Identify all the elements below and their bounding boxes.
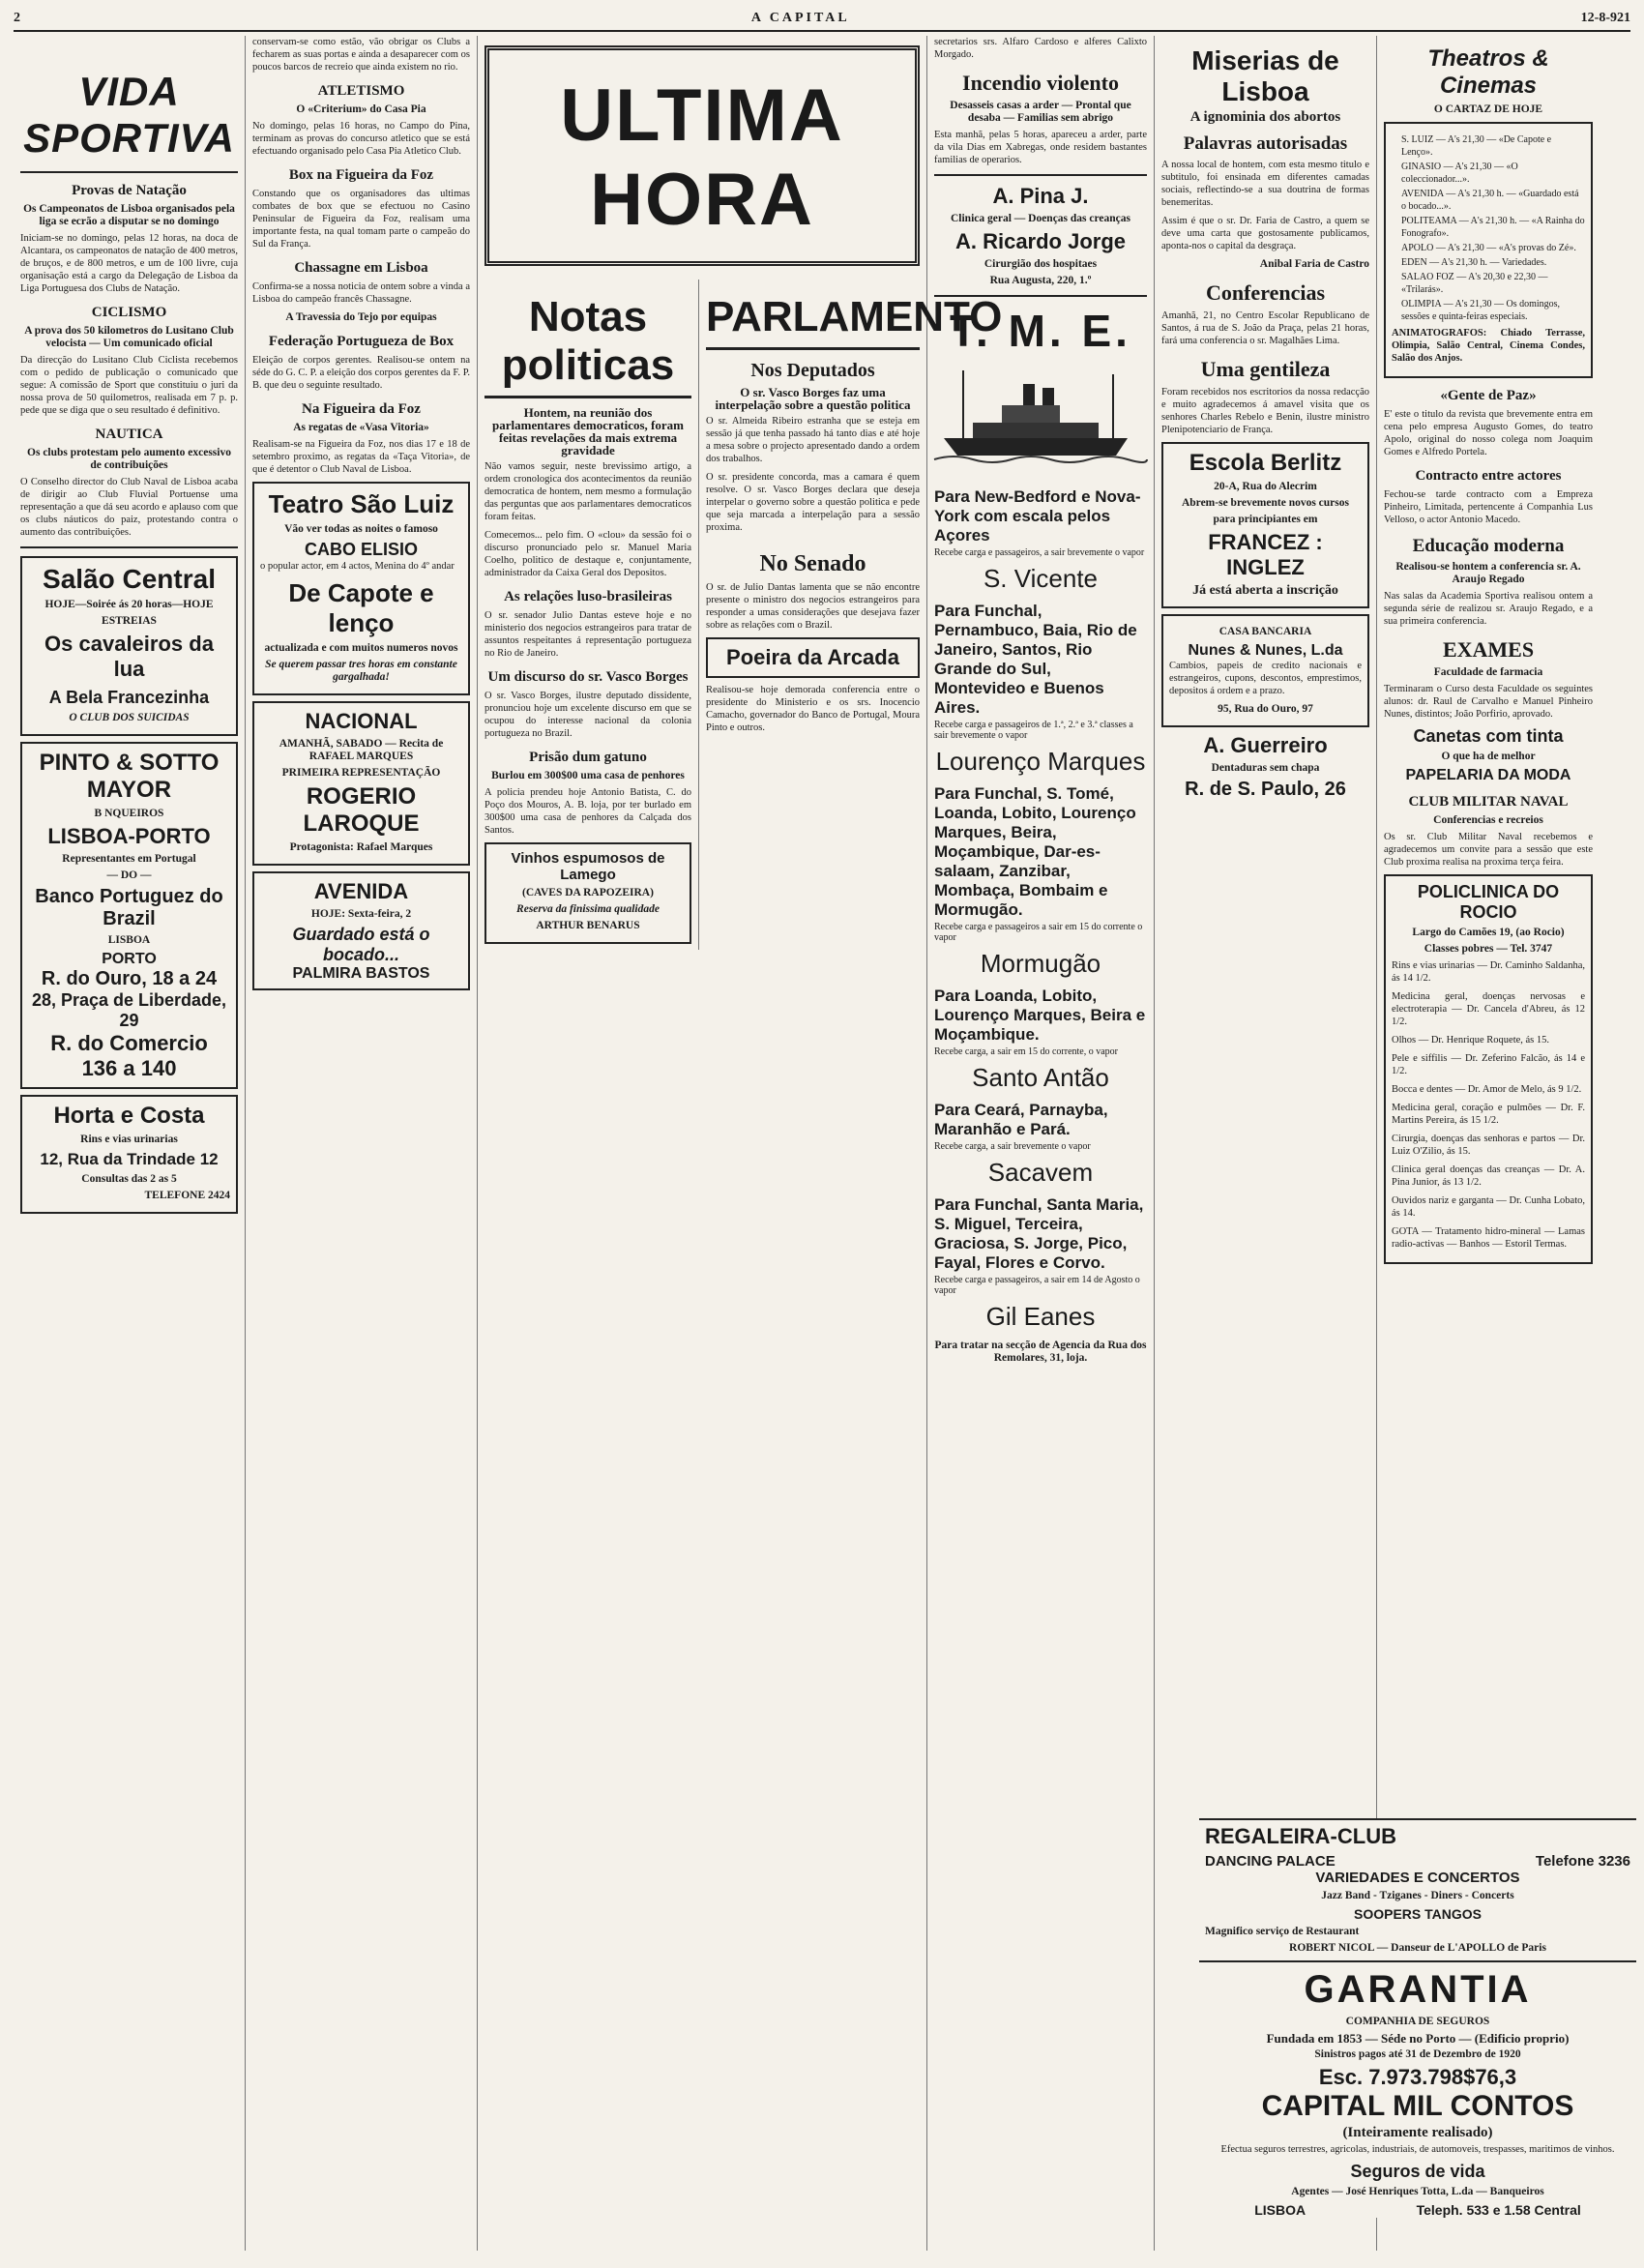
ship-2-name: Lourenço Marques [935, 747, 1146, 776]
ad-teatro-sao-luiz [252, 482, 470, 695]
ship-5-name: Sacavem [987, 1158, 1094, 1187]
listing-item: AVENIDA — A's 21,30 h. — «Guardado está o bocado...». [1401, 189, 1579, 212]
horta-phone: TELEFONE 2424 [144, 1190, 230, 1201]
listing-item: POLITEAMA — A's 21,30 h. — «A Rainha do Fonografo». [1401, 216, 1585, 239]
miserias-title: Miserias de Lisboa [1191, 45, 1339, 106]
listing-item: S. LUIZ — A's 21,30 — «De Capote e Lenço». [1401, 134, 1552, 158]
nacional-first: PRIMEIRA REPRESENTAÇÃO [281, 767, 441, 779]
ciclismo-body: Da direcção do Lusitano Club Ciclista recebemos com o pedido de publicação o comunicado que segue: A comissão de Sport que constituiu o juri da nossa prova de 50 quilometros, realisada em 7 p. p. pede que se diga que o seu resultado é definitivo. [20, 355, 238, 416]
pina-sub: Clinica geral — Doenças das creanças [950, 213, 1130, 224]
vinhos-title: Vinhos espumosos de Lamego [511, 850, 665, 883]
ad-escola-berlitz [1161, 442, 1369, 608]
listing-item: SALAO FOZ — A's 20,30 e 22,30 — «Trilarás». [1401, 272, 1548, 295]
ship-icon [934, 363, 1147, 469]
figueira-subtitle: As regatas de «Vasa Vitoria» [293, 422, 429, 433]
federacao-body: Eleição de corpos gerentes. Realisou-se ontem na séde do G. C. P. a eleição dos corpos gerentes da F. P. B. que deu o seguinte resultado. [252, 355, 470, 391]
palavras-body-2: Assim é que o sr. Dr. Faria de Castro, a quem se deve uma carta que gostosamente publicamos, aponta-nos o capital da desgraça. [1161, 216, 1369, 251]
cartaz-title: O CARTAZ DE HOJE [1433, 103, 1543, 115]
miserias-subtitle: A ignominia dos abortos [1189, 109, 1341, 125]
ricardo-sub: Cirurgião dos hospitaes [983, 258, 1098, 270]
salao-film-2: A Bela Francezinha [48, 688, 210, 707]
pinto-lisboa: LISBOA [107, 934, 151, 946]
vida-agents: Agentes — José Henriques Totta, L.da — Banqueiros [1291, 2186, 1544, 2197]
garantia-amount: Esc. 7.973.798$76,3 [1318, 2065, 1517, 2089]
vida-phone: Teleph. 533 e 1.58 Central [1416, 2202, 1581, 2218]
canetas-title: Canetas com tinta [1413, 726, 1564, 746]
route-3: Para Funchal, S. Tomé, Loanda, Lobito, Lourenço Marques, Beira, Moçambique, Dar-es-salaam, Zanzibar, Mombaça, Bombaim e Mormugão. [934, 784, 1136, 919]
teatro-star: CABO ELISIO [304, 540, 418, 559]
figueira-title: Na Figueira da Foz [302, 401, 421, 417]
palavras-body: A nossa local de hontem, com esta mesmo titulo e subtitulo, foi ensinada em diferentes camadas sociais, reflectindo-se a sua doutrina de formas benemeritas. [1161, 160, 1369, 208]
teatro-note: actualizada e com muitos numeros novos [264, 642, 458, 654]
col5-body-1: secretarios srs. Alfaro Cardoso e alferes Calixto Morgado. [934, 37, 1147, 60]
bottom-ads [1199, 1818, 1636, 2218]
divider [934, 174, 1147, 176]
conferencias-body: Amanhã, 21, no Centro Escolar Republicano de Santos, á rua de S. João da Praça, pelas 21 horas, fará uma conferencia o sr. Magalhães Lima. [1161, 310, 1369, 346]
ad-vinhos-lamego [484, 842, 691, 944]
deputados-body-1: O sr. Almeida Ribeiro estranha que se esteja em sessão já que tenha passado há tanto dias e até hoje a mesa sobre o projecto apresentado dando a ordem dos trabalhos. [706, 416, 920, 464]
page-date: 12-8-921 [1580, 11, 1630, 25]
garantia-sinistros: Sinistros pagos até 31 de Dezembro de 1920 [1314, 2048, 1521, 2060]
bancaria-body: Cambios, papeis de credito nacionais e estrangeiros, cupons, descontos, emprestimos, depositos á ordem e a prazo. [1169, 661, 1362, 696]
pinto-title: PINTO & SOTTO MAYOR [39, 750, 220, 803]
berlitz-addr: 20-A, Rua do Alecrim [1214, 481, 1317, 492]
listing-item: EDEN — A's 21,30 h. — Variedades. [1401, 257, 1547, 268]
pinto-bank: Banco Portuguez do Brazil [35, 886, 223, 929]
column-notas-politicas [478, 280, 699, 950]
robert-nicol: ROBERT NICOL — Danseur de L'APOLLO de Paris [1289, 1942, 1546, 1954]
garantia-founded: Fundada em 1853 — Séde no Porto — (Edificio proprio) [1266, 2031, 1570, 2046]
senado-body: O sr. de Julio Dantas lamenta que se não encontre presente o ministro dos negocios estrangeiros para responder a umas considerações que desejava fazer sobre as relações com o Brazil. [706, 582, 920, 631]
pinto-city: LISBOA-PORTO [47, 824, 211, 848]
policlinica-item: Cirurgia, doenças das senhoras e partos — Dr. Luiz O'Zilio, ás 15. [1392, 1134, 1585, 1157]
bancaria-title: CASA BANCARIA [1218, 626, 1312, 637]
garantia-paid: (Inteiramente realisado) [1342, 2125, 1493, 2140]
conferencias-title: Conferencias [1205, 280, 1326, 305]
pinto-addr-1: R. do Ouro, 18 a 24 [41, 968, 218, 989]
ship-1-name: S. Vicente [983, 564, 1099, 593]
horta-hours: Consultas das 2 as 5 [81, 1173, 177, 1185]
pinto-rep: Representantes em Portugal [62, 853, 196, 865]
nacional-star: ROGERIO LAROQUE [303, 783, 420, 837]
ad-nacional [252, 701, 470, 866]
paper-name: A CAPITAL [750, 11, 850, 25]
avenida-title: AVENIDA [313, 879, 409, 903]
teatro-play: De Capote e lenço [288, 578, 434, 637]
pinto-porto: PORTO [102, 951, 157, 967]
policlinica-title: POLICLINICA DO ROCIO [1417, 882, 1560, 922]
ultima-hora-block [478, 36, 1003, 2251]
clube-subtitle: Conferencias e recreios [1433, 814, 1543, 826]
dancing-row [1199, 1853, 1636, 1870]
natacao-subtitle: Os Campeonatos de Lisboa organisados pela liga se ecrão a disputar se no domingo [23, 203, 235, 227]
listing-item: GINASIO — A's 21,30 — «O coleccionador...». [1401, 162, 1518, 185]
soopers: SOOPERS TANGOS [1354, 1906, 1482, 1922]
educacao-subtitle: Realisou-se hontem a conferencia sr. A. Araujo Regado [1395, 561, 1581, 585]
federacao-title: Federação Portugueza de Box [268, 334, 455, 349]
garantia-capital: CAPITAL MIL CONTOS [1261, 2090, 1574, 2122]
column-shipping [927, 36, 1155, 2251]
salao-title: Salão Central [43, 564, 216, 594]
ricardo-title: A. Ricardo Jorge [954, 229, 1127, 253]
horta-addr: 12, Rua da Trindade 12 [40, 1150, 219, 1168]
poeira-title: Poeira da Arcada [726, 645, 899, 669]
prisao-title: Prisão dum gatuno [529, 750, 647, 765]
route-1: Para New-Bedford e Nova-York com escala pelos Açores [934, 487, 1141, 545]
ad-casa-bancaria [1161, 614, 1369, 727]
column-vida-sportiva [14, 36, 246, 2251]
route-4: Para Loanda, Lobito, Lourenço Marques, Beira e Moçambique. [934, 987, 1146, 1044]
signature: Anibal Faria de Castro [1259, 258, 1369, 270]
route-4-info: Recebe carga, a sair em 15 do corrente, o vapor [934, 1046, 1119, 1057]
notas-body-1: Não vamos seguir, neste brevissimo artigo, a ordem cronologica dos acontecimentos da reunião democratica de hontem, nem mesmo a formulação das perguntas que aos parlamentares democraticos foram feitas. [484, 461, 691, 522]
atletismo-body: No domingo, pelas 16 horas, no Campo do Pina, terminam as provas do concurso atletico que se está efectuando organisado pelo Casa Pia Atletico Club. [252, 121, 470, 157]
contracto-body: Fechou-se tarde contracto com a Empreza Pinheiro, Limitada, pertencente á Companhia Lus Velloso, o actor Antonio Macedo. [1384, 489, 1593, 525]
berlitz-line-1: Abrem-se brevemente novos cursos [1181, 497, 1349, 509]
figueira-body: Realisam-se na Figueira da Foz, nos dias 17 e 18 de setembro proximo, as regatas da «Taça Vitoria», de que é detentor o Club Naval de Lisboa. [252, 439, 470, 475]
berlitz-line-2: para principiantes em [1213, 514, 1318, 525]
vida-title: Seguros de vida [1350, 2162, 1485, 2181]
prisao-body: A policia prendeu hoje Antonio Batista, C. do Poço dos Mouros, A. B. loja, por ter burlado em 300$00 uma casa de penhores da Calçada dos Santos. [484, 787, 691, 836]
variedades: VARIEDADES E CONCERTOS [1315, 1870, 1520, 1886]
berlitz-title: Escola Berlitz [1189, 450, 1342, 476]
chassagne-body: Confirma-se a nossa noticia de ontem sobre a vinda a Lisboa do campeão francês Chassagne. [252, 281, 470, 305]
ad-garantia [1199, 1960, 1636, 2218]
discurso-body: O sr. Vasco Borges, ilustre deputado dissidente, pronunciou hoje um excelente discurso em que se ocupou do interesse nacional da colonia portugueza no Brazil. [484, 691, 691, 739]
atletismo-subtitle: O «Criterium» do Casa Pia [296, 103, 426, 115]
pinto-addr-2: 28, Praça de Liberdade, 29 [31, 990, 227, 1030]
poeira-banner [706, 637, 920, 678]
ad-salao-central [20, 556, 238, 736]
policlinica-item: Medicina geral, coração e pulmões — Dr. F. Martins Pereira, ás 15 1/2. [1392, 1103, 1585, 1126]
canetas-sub: O que ha de melhor [1441, 751, 1536, 762]
exames-subtitle: Faculdade de farmacia [1433, 666, 1543, 678]
chassagne-title: Chassagne em Lisboa [294, 260, 428, 276]
pinto-addr-3: R. do Comercio [50, 1031, 208, 1055]
nacional-sub: AMANHÃ, SABADO — Recita de RAFAEL MARQUES [279, 738, 444, 762]
exames-body: Terminaram o Curso desta Faculdade os seguintes alunos: dr. Raul de Carvalho e Manuel Pinheiro Nunes, distintos; João Porfirio, aprovado. [1384, 684, 1593, 720]
policlinica-item: Medicina geral, doenças nervosas e electroterapia — Dr. Cancela d'Abreu, ás 12 1/2. [1392, 991, 1585, 1027]
box-body: Constando que os organisadores das ultimas combates de box que se efectuou no Casino Peninsular de Figueira da Foz, realisam uma importante festa, na qual tomam parte o campeão do Sul da França. [252, 189, 470, 250]
phone: Telefone 3236 [1535, 1853, 1630, 1870]
policlinica-item: Pele e siffilis — Dr. Zeferino Falcão, ás 14 e 1/2. [1392, 1053, 1585, 1076]
incendio-subtitle: Desasseis casas a arder — Prontal que desaba — Familias sem abrigo [950, 100, 1131, 124]
theatros-title: Theatros & Cinemas [1427, 45, 1549, 99]
berlitz-languages: FRANCEZ : INGLEZ [1208, 530, 1323, 579]
listing-item: OLIMPIA — A's 21,30 — Os domingos, sessões e quinta-feiras especiais. [1401, 299, 1561, 322]
magnifico: Magnifico serviço de Restaurant [1205, 1926, 1360, 1937]
contracto-title: Contracto entre actores [1415, 468, 1562, 484]
ad-policlinica [1384, 874, 1593, 1264]
policlinica-item: Bocca e dentes — Dr. Amor de Melo, ás 9 1/2. [1392, 1084, 1582, 1095]
educacao-body: Nas salas da Academia Sportiva realisou ontem a segunda série de realizou sr. Araujo Regado, e a sua primeira conferencia. [1384, 591, 1593, 627]
route-1-info: Recebe carga e passageiros, a sair brevemente o vapor [934, 547, 1145, 558]
ciclismo-title: CICLISMO [91, 305, 167, 320]
avenida-sub: HOJE: Sexta-feira, 2 [310, 908, 412, 920]
exames-title: EXAMES [1442, 637, 1535, 662]
nacional-prot: Protagonista: Rafael Marques [289, 841, 433, 853]
page-number: 2 [14, 11, 20, 25]
incendio-body: Esta manhã, pelas 5 horas, apareceu a arder, parte da vila Dias em Xabregas, onde residem bastantes familias de operarios. [934, 130, 1147, 165]
ad-horta-costa [20, 1095, 238, 1214]
garantia-sub: COMPANHIA DE SEGUROS [1345, 2016, 1490, 2027]
atletismo-title: ATLETISMO [317, 83, 405, 99]
poeira-body: Realisou-se hoje demorada conferencia entre o presidente do Ministerio e os srs. Inocencio Camacho, governador do Banco de Portugal, Moura Pinto e outros. [706, 685, 920, 733]
col2-body-1: conservam-se como estão, vão obrigar os Clubs a fecharem as suas portas e ainda a desaparecer com os poucos barcos de recreio que ainda existem no rio. [252, 37, 470, 73]
tme-title: T. M. E. [950, 306, 1131, 356]
regaleira-title: REGALEIRA-CLUB [1205, 1824, 1396, 1848]
natacao-title: Provas de Natação [72, 183, 187, 198]
deputados-body-2: O sr. presidente concorda, mas a camara é quem resolve. O sr. Vasco Borges declara que deseja interpelar o governo sobre a questão politica e pede que seja marcada a interpelação para a sessão proxima. [706, 472, 920, 533]
discurso-title: Um discurso do sr. Vasco Borges [487, 669, 689, 685]
prisao-subtitle: Burlou em 300$00 uma casa de penhores [491, 770, 685, 781]
berlitz-open: Já está aberta a inscrição [1192, 583, 1338, 598]
ship-3-name: Mormugão [980, 949, 1101, 978]
divider [20, 546, 238, 548]
divider [934, 295, 1147, 297]
nautica-subtitle: Os clubs protestam pelo aumento excessivo de contribuições [27, 447, 231, 471]
bancaria-addr: 95, Rua do Ouro, 97 [1218, 703, 1313, 715]
palavras-title: Palavras autorisadas [1183, 133, 1348, 154]
senado-title: No Senado [759, 551, 866, 576]
relacoes-body: O sr. senador Julio Dantas esteve hoje e no ministerio dos negocios estrangeiros para tratar de assuntos respeitantes á representação portugueza no Rio de Janeiro. [484, 610, 691, 659]
salao-film-1: Os cavaleiros da lua [44, 632, 214, 681]
route-5-info: Recebe carga, a sair brevemente o vapor [934, 1141, 1091, 1152]
garantia-title: GARANTIA [1304, 1968, 1532, 2011]
policlinica-item: Olhos — Dr. Henrique Roquete, ás 15. [1392, 1035, 1550, 1046]
nacional-title: NACIONAL [305, 709, 418, 733]
teatro-line: Vão ver todas as noites o famoso [284, 523, 438, 535]
vinhos-sub: (CAVES DA RAPOZEIRA) [522, 887, 654, 898]
gente-body: E' este o titulo da revista que brevemente entra em cena pelo empresa Augusto Gomes, do teatro Apolo, original do nosso colega nom Joaquim Gomes e Alfredo Portela. [1384, 409, 1593, 457]
notas-body-2: Comecemos... pelo fim. O «clou» da sessão foi o discurso pronunciado pelo sr. Manuel Maria Coelho, politico de destaque e, conjuntamente, administrador da Caixa Geral dos Depositos. [484, 530, 691, 578]
policlinica-addr: Largo do Camões 19, (ao Rocio) [1412, 927, 1565, 938]
parlamento-title: PARLAMENTO [706, 280, 920, 350]
clube-body: Os sr. Club Militar Naval recebemos e agradecemos um convite para a sessão que este Club proxima realisa na proxima terça feira. [1384, 832, 1593, 868]
shipping-footer: Para tratar na secção de Agencia da Rua dos Remolares, 31, loja. [934, 1340, 1147, 1364]
policlinica-item: Ouvidos nariz e garganta — Dr. Cunha Lobato, ás 14. [1392, 1195, 1585, 1219]
vida-city: LISBOA [1254, 2202, 1306, 2218]
dancing-palace: DANCING PALACE [1205, 1853, 1336, 1870]
gentileza-body: Foram recebidos nos escritorios da nossa redacção e muito agradecemos á amavel visita que os senhores Charles Rebelo e Benin, ilustre ministro Plenipotenciario de França. [1161, 387, 1369, 435]
vinhos-agent: ARTHUR BENARUS [536, 920, 640, 931]
salao-estreia: ESTREIAS [102, 615, 157, 627]
deputados-subtitle: O sr. Vasco Borges faz uma interpelação sobre a questão politica [715, 385, 911, 412]
jazz: Jazz Band - Tziganes - Diners - Concerts [1321, 1890, 1514, 1901]
educacao-title: Educação moderna [1412, 536, 1565, 556]
clube-title: CLUB MILITAR NAVAL [1408, 794, 1569, 810]
avenida-play: Guardado está o bocado... [292, 925, 430, 964]
section-title-vida-sportiva: VIDA SPORTIVA [20, 36, 238, 173]
teatro-body: o popular actor, em 4 actos, Menina do 4º andar [260, 561, 455, 572]
teatro-title: Teatro São Luiz [268, 489, 455, 518]
garantia-body: Efectua seguros terrestres, agricolas, industriais, de automoveis, trespasses, maritimos de vinhos. [1220, 2144, 1615, 2155]
guerreiro-addr: R. de S. Paulo, 26 [1185, 779, 1346, 800]
deputados-title: Nos Deputados [750, 360, 875, 381]
notas-title: Notas politicas [484, 280, 691, 398]
ship-4-name: Santo Antão [972, 1063, 1109, 1092]
ciclismo-subtitle: A prova dos 50 kilometros do Lusitano Club velocista — Um comunicado oficial [24, 325, 234, 349]
ad-avenida [252, 871, 470, 990]
pina-title: A. Pina J. [992, 184, 1089, 208]
ad-pinto-sotto-mayor [20, 742, 238, 1089]
nautica-title: NAUTICA [95, 427, 163, 442]
pinto-sub: B NQUEIROS [94, 808, 164, 819]
ultima-hora-banner: ULTIMA HORA [484, 45, 920, 266]
route-6-info: Recebe carga e passageiros, a sair em 14 de Agosto o vapor [934, 1275, 1140, 1296]
avenida-star: PALMIRA BASTOS [292, 965, 430, 982]
ship-6-name: Gil Eanes [985, 1302, 1096, 1331]
nautica-body: O Conselho director do Club Naval de Lisboa acaba de dirigir ao Club Fluvial Portuense uma representação a que dá seu acordo e aplauso com que os clubs náuticos do paiz, protestando contra o aumento das contribuições. [20, 477, 238, 538]
ricardo-addr: Rua Augusta, 220, 1.º [989, 275, 1092, 286]
papelaria: PAPELARIA DA MODA [1405, 767, 1571, 783]
teatro-quote: Se querem passar tres horas em constante gargalhada! [265, 659, 457, 683]
regaleira-header [1199, 1820, 1636, 1853]
box-title: Box na Figueira da Foz [288, 167, 434, 183]
pinto-do: — DO — [106, 869, 152, 881]
pinto-addr-4: 136 a 140 [81, 1056, 177, 1080]
guerreiro-sub: Dentaduras sem chapa [1211, 762, 1320, 774]
policlinica-classes: Classes pobres — Tel. 3747 [1424, 943, 1553, 955]
theatre-listings [1384, 122, 1593, 378]
animatografos: ANIMATOGRAFOS: Chiado Terrasse, Olimpia, Salão Central, Cinema Condes, Salão dos Anjos. [1392, 328, 1585, 364]
policlinica-item: Clinica geral doenças das creanças — Dr. A. Pina Junior, ás 13 1/2. [1392, 1164, 1585, 1188]
policlinica-item: Rins e vias urinarias — Dr. Caminho Saldanha, ás 14 1/2. [1392, 960, 1585, 984]
horta-sub: Rins e vias urinarias [80, 1134, 178, 1145]
route-3-info: Recebe carga e passageiros a sair em 15 do corrente o vapor [934, 922, 1143, 943]
route-5: Para Ceará, Parnayba, Maranhão e Pará. [934, 1101, 1108, 1138]
travessia-title: A Travessia do Tejo por equipas [285, 311, 437, 323]
gentileza-title: Uma gentileza [1200, 357, 1331, 381]
gente-title: «Gente de Paz» [1440, 388, 1537, 403]
guerreiro-title: A. Guerreiro [1203, 733, 1328, 757]
route-2: Para Funchal, Pernambuco, Baia, Rio de Janeiro, Santos, Rio Grande do Sul, Montevideo e Buenos Aires. [934, 602, 1137, 717]
route-6: Para Funchal, Santa Maria, S. Miguel, Terceira, Graciosa, S. Jorge, Pico, Fayal, Flores e Corvo. [934, 1195, 1144, 1272]
column-sports-2 [246, 36, 478, 2251]
column-parlamento [699, 280, 1003, 950]
incendio-title: Incendio violento [962, 71, 1119, 95]
vinhos-reserve: Reserva da finissima qualidade [516, 903, 660, 915]
listing-item: APOLO — A's 21,30 — «A's provas do Zé». [1401, 243, 1576, 253]
salao-line: HOJE—Soirée ás 20 horas—HOJE [44, 599, 214, 610]
page-header [14, 10, 1630, 32]
policlinica-item: GOTA — Tratamento hidro-mineral — Lamas radio-activas — Banhos — Estoril Termas. [1392, 1226, 1585, 1250]
vida-contact-row [1199, 2202, 1636, 2218]
natacao-body: Iniciam-se no domingo, pelas 12 horas, na doca de Alcantara, os campeonatos de natação de 400 metros, de bruços, e de 800 metros, e um de 100 livre, cuja organisação está a cargo da Delegação de Lisboa da Liga Portuguesa dos Clubs de Natação. [20, 233, 238, 294]
salao-film-3: O CLUB DOS SUICIDAS [69, 712, 190, 723]
bancaria-name: Nunes & Nunes, L.da [1188, 642, 1343, 659]
notas-subtitle: Hontem, na reunião dos parlamentares democraticos, foram feitas revelações da mais extrema gravidade [492, 405, 684, 457]
route-2-info: Recebe carga e passageiros de 1.ª, 2.ª e 3.ª classes a sair brevemente o vapor [934, 720, 1133, 741]
horta-title: Horta e Costa [53, 1103, 205, 1129]
relacoes-title: As relações luso-brasileiras [504, 589, 672, 604]
